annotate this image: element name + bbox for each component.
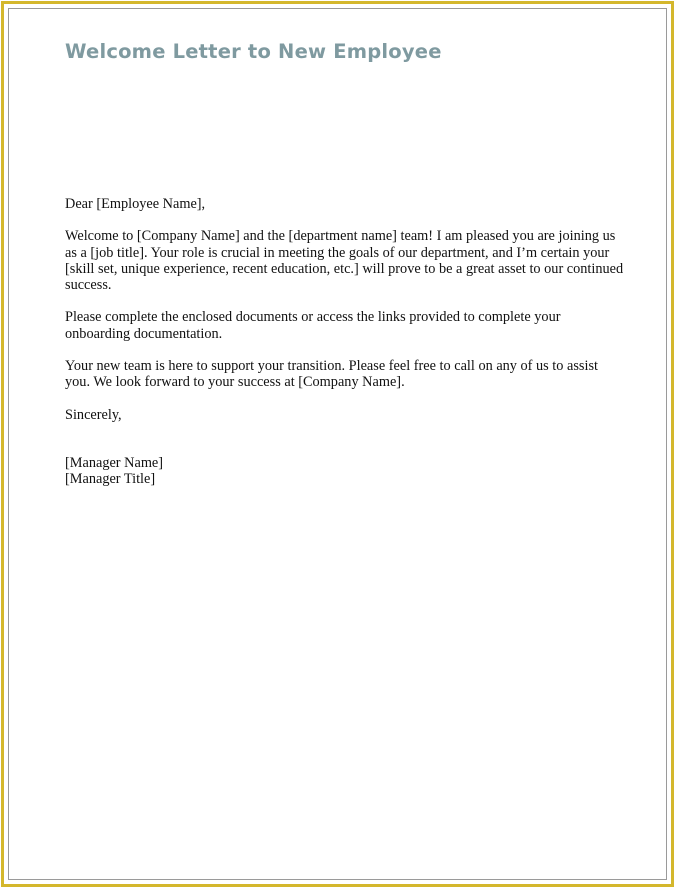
letter-body: [65, 196, 625, 488]
letter-salutation: Dear [Employee Name],: [65, 196, 206, 212]
letter-paragraph-support: Your new team is here to support your transition. Please feel free to call on any of us to assist you. We look forward to your success at [Company Name].: [65, 357, 598, 391]
letter-paragraph-welcome: Welcome to [Company Name] and the [department name] team! I am pleased you are joining us as a [job title]. Your role is crucial in meeting the goals of our department, and I’m certain your [skill set, unique experience, recent education, etc.] will prove to be a great asset to our continued success.: [65, 228, 624, 293]
letter-title: Welcome Letter to New Employee: [65, 40, 442, 63]
signature-spacer: [65, 439, 625, 455]
letter-paragraph-documents: Please complete the enclosed documents or access the links provided to complete your onboarding documentation.: [65, 309, 561, 342]
document-page: [1, 1, 674, 887]
letter-closing: Sincerely,: [65, 406, 122, 423]
signature-name: [Manager Name]: [65, 455, 164, 472]
signature-title: [Manager Title]: [65, 471, 156, 488]
